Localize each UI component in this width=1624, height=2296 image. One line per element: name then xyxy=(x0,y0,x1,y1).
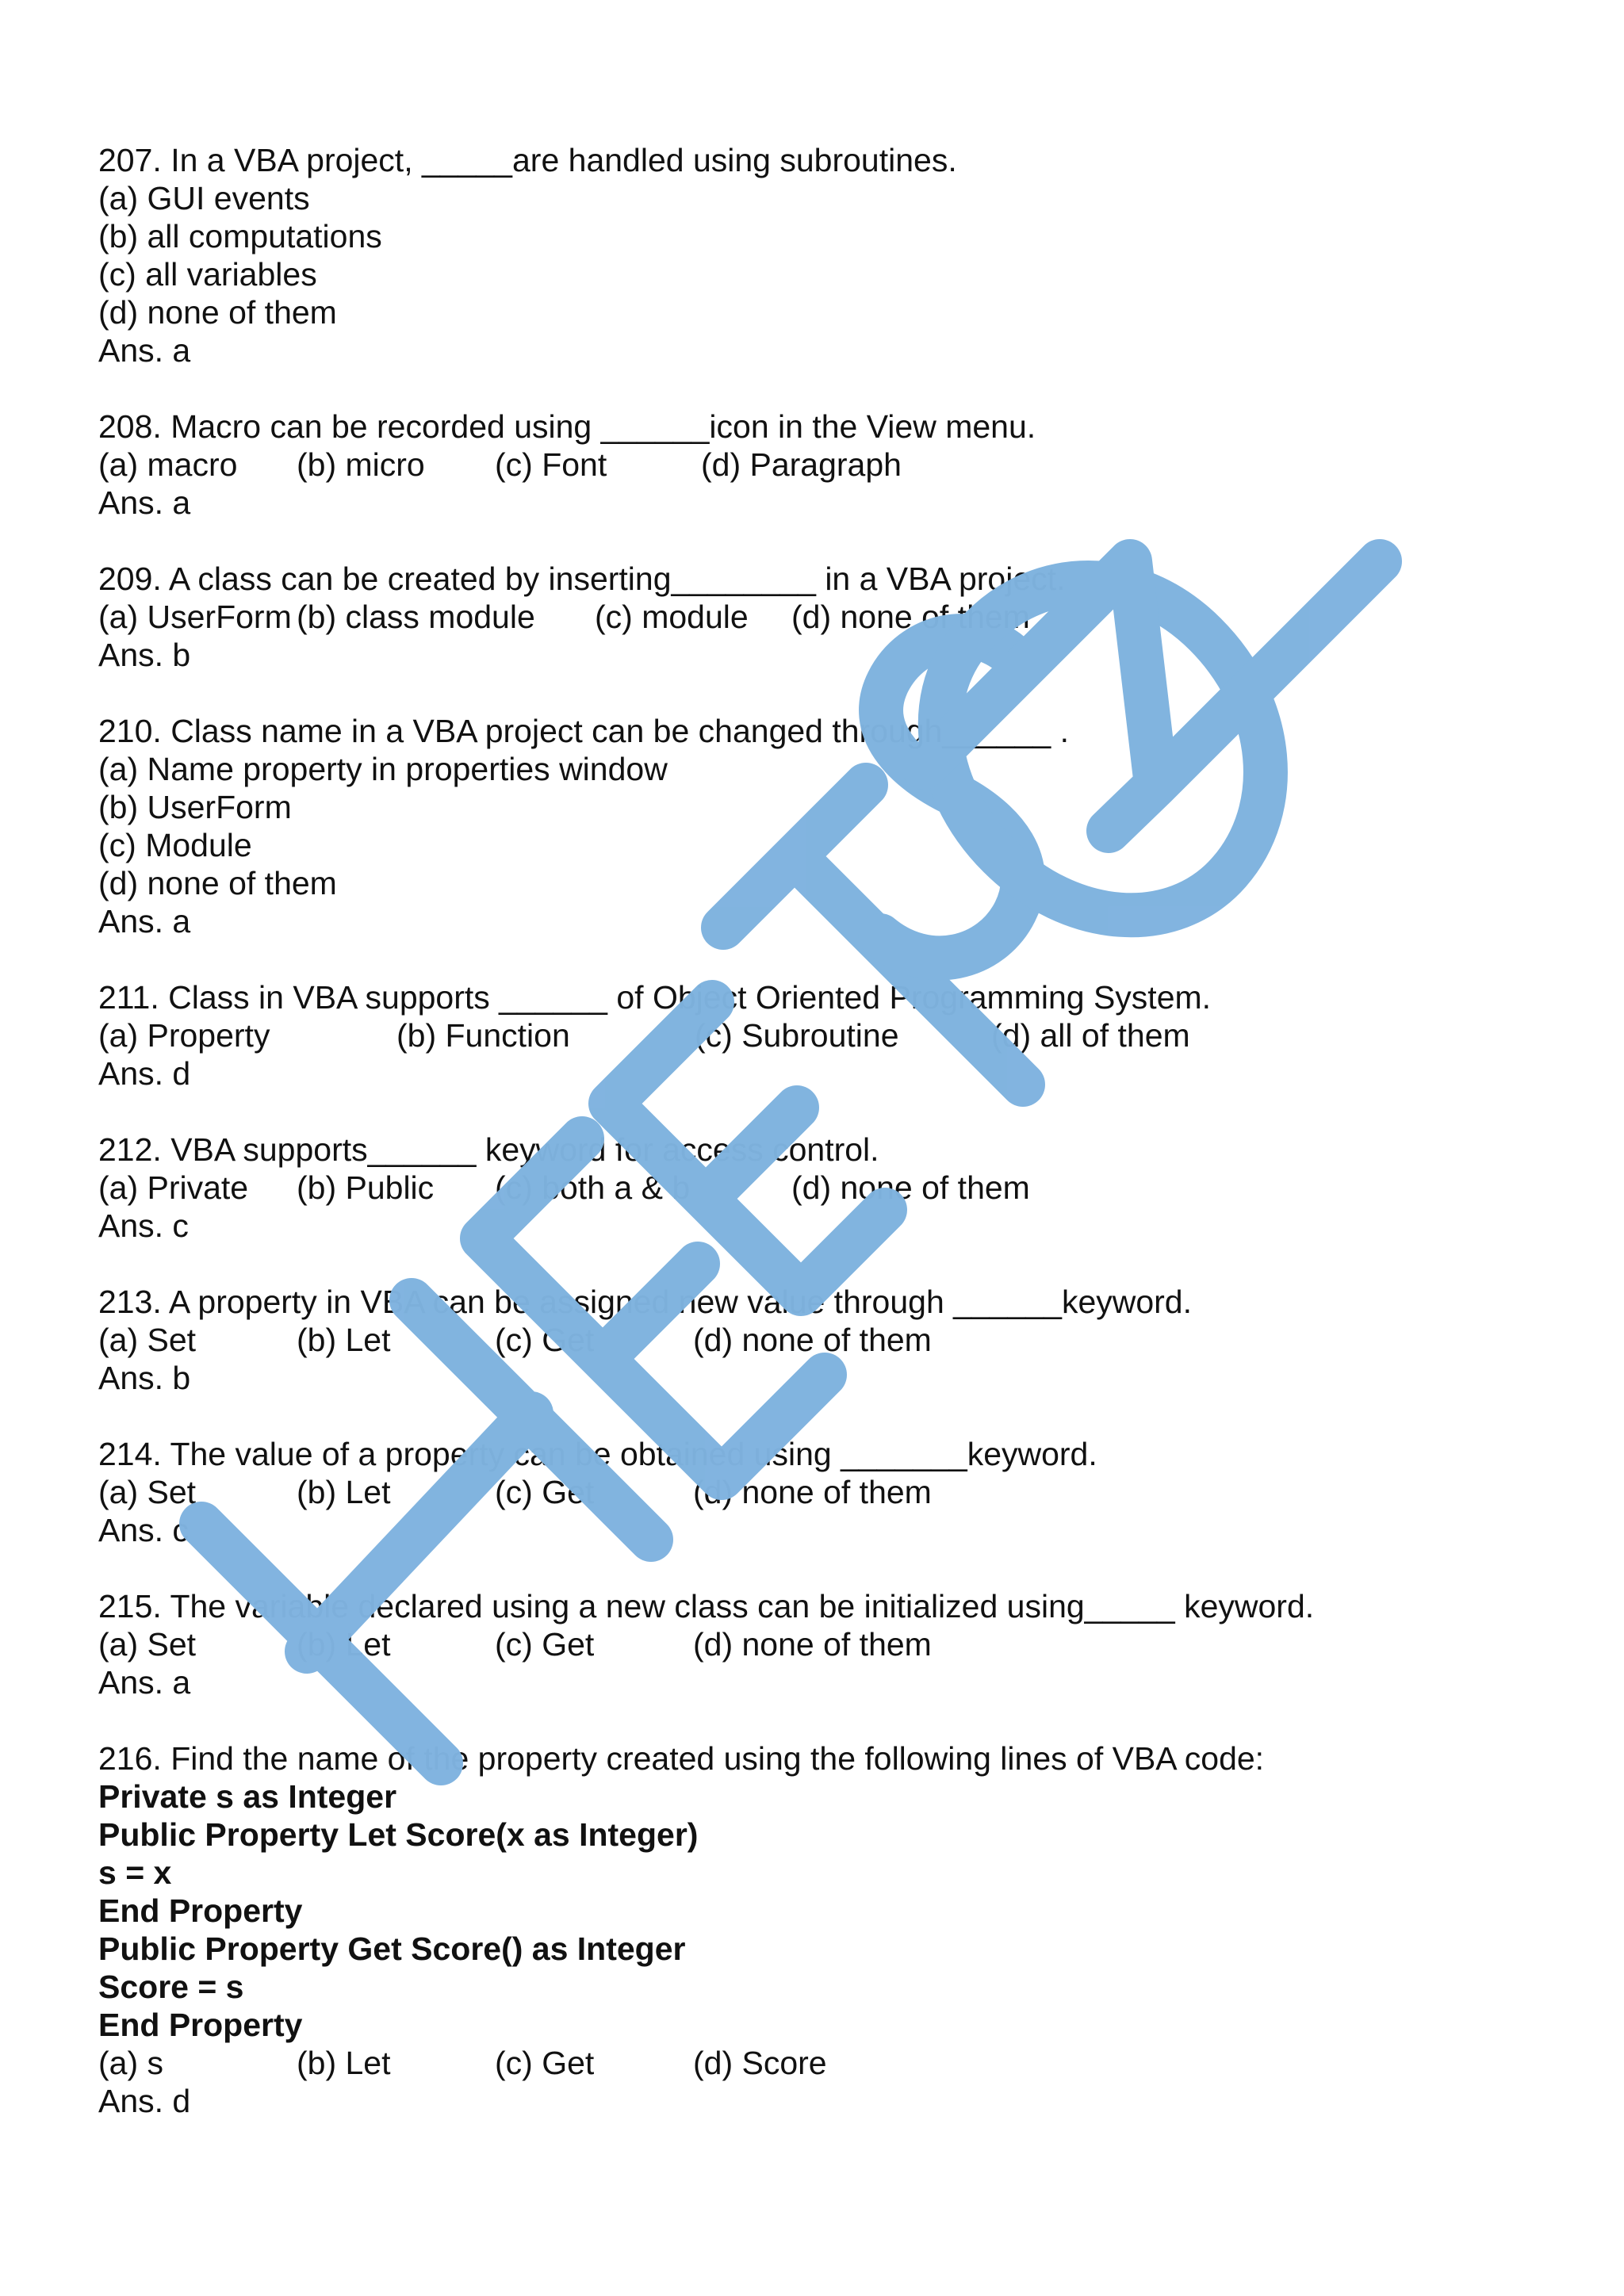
answer: Ans. a xyxy=(98,1664,191,1701)
question-210 xyxy=(98,712,1542,940)
answer: Ans. a xyxy=(98,484,191,521)
question-stem: 210. Class name in a VBA project can be changed through______ . xyxy=(98,713,1070,749)
option-b: (b) micro xyxy=(297,446,425,483)
options-row xyxy=(98,598,1542,636)
answer: Ans. a xyxy=(98,903,191,939)
option-b: (b) Function xyxy=(396,1017,570,1054)
question-207 xyxy=(98,141,1542,369)
question-stem: 215. The variable declared using a new class can be initialized using_____ keyword. xyxy=(98,1588,1315,1624)
question-stem: 213. A property in VBA can be assigned new value through ______keyword. xyxy=(98,1284,1193,1320)
option-d: (d) none of them xyxy=(791,1169,1030,1206)
option-d: (d) none of them xyxy=(791,599,1030,635)
option-b: (b) Let xyxy=(297,1474,391,1510)
options-row xyxy=(98,1169,1542,1207)
option-c: (c) Get xyxy=(495,1626,595,1663)
option-c: (c) Get xyxy=(495,1474,595,1510)
option-a: (a) Set xyxy=(98,1626,197,1663)
question-216 xyxy=(98,1739,1542,2120)
question-stem: 214. The value of a property can be obtained using _______keyword. xyxy=(98,1436,1097,1472)
question-215 xyxy=(98,1587,1542,1701)
option-b: (b) Let xyxy=(297,1626,391,1663)
option-a: (a) s xyxy=(98,2045,163,2081)
option-b: (b) Public xyxy=(297,1169,435,1206)
answer: Ans. c xyxy=(98,1512,189,1548)
option-d: (d) Paragraph xyxy=(701,446,902,483)
option-a: (a) macro xyxy=(98,446,238,483)
option-c: (c) Get xyxy=(495,1322,595,1358)
code-line: Public Property Let Score(x as Integer) xyxy=(98,1816,699,1853)
answer: Ans. c xyxy=(98,1207,189,1244)
option-a: (a) Set xyxy=(98,1322,197,1358)
code-line: Score = s xyxy=(98,1969,244,2005)
option-c: (c) Font xyxy=(495,446,607,483)
code-line: Private s as Integer xyxy=(98,1778,397,1815)
options-row xyxy=(98,2044,1542,2082)
options-row xyxy=(98,1625,1542,1663)
answer: Ans. d xyxy=(98,1055,191,1092)
option-c: (c) all variables xyxy=(98,256,317,293)
question-209 xyxy=(98,560,1542,674)
question-211 xyxy=(98,978,1542,1093)
option-a: (a) Set xyxy=(98,1474,197,1510)
option-b: (b) Let xyxy=(297,2045,391,2081)
question-208 xyxy=(98,408,1542,522)
question-stem: 209. A class can be created by inserting________ in a VBA project. xyxy=(98,561,1066,597)
answer: Ans. d xyxy=(98,2083,191,2119)
question-stem: 211. Class in VBA supports ______ of Object Oriented Programming System. xyxy=(98,979,1212,1016)
option-c: (c) both a & b xyxy=(495,1169,691,1206)
option-c: (c) Module xyxy=(98,827,252,863)
option-d: (d) none of them xyxy=(693,1474,932,1510)
question-stem: 208. Macro can be recorded using ______icon in the View menu. xyxy=(98,408,1036,445)
code-line: End Property xyxy=(98,2007,303,2043)
option-d: (d) none of them xyxy=(98,865,337,901)
option-c: (c) Subroutine xyxy=(695,1017,899,1054)
options-row xyxy=(98,1321,1542,1359)
option-b: (b) all computations xyxy=(98,218,382,254)
option-b: (b) class module xyxy=(297,599,535,635)
option-a: (a) GUI events xyxy=(98,180,310,216)
question-stem: 212. VBA supports______ keyword for access control. xyxy=(98,1131,879,1168)
options-row xyxy=(98,1473,1542,1511)
option-c: (c) module xyxy=(595,599,749,635)
question-list xyxy=(98,141,1542,2120)
question-stem: 216. Find the name of the property created using the following lines of VBA code: xyxy=(98,1740,1265,1777)
option-b: (b) Let xyxy=(297,1322,391,1358)
question-214 xyxy=(98,1435,1542,1549)
option-d: (d) none of them xyxy=(693,1626,932,1663)
options-row xyxy=(98,1016,1542,1054)
option-a: (a) Name property in properties window xyxy=(98,751,668,787)
option-b: (b) UserForm xyxy=(98,789,292,825)
option-d: (d) none of them xyxy=(693,1322,932,1358)
option-a: (a) Property xyxy=(98,1017,270,1054)
option-d: (d) none of them xyxy=(98,294,337,331)
option-a: (a) Private xyxy=(98,1169,249,1206)
answer: Ans. b xyxy=(98,637,191,673)
options-row xyxy=(98,446,1542,484)
question-212 xyxy=(98,1131,1542,1245)
code-line: s = x xyxy=(98,1854,172,1891)
option-d: (d) all of them xyxy=(991,1017,1190,1054)
code-line: End Property xyxy=(98,1892,303,1929)
question-stem: 207. In a VBA project, _____are handled using subroutines. xyxy=(98,142,957,178)
question-213 xyxy=(98,1283,1542,1397)
answer: Ans. b xyxy=(98,1360,191,1396)
code-line: Public Property Get Score() as Integer xyxy=(98,1931,686,1967)
option-d: (d) Score xyxy=(693,2045,827,2081)
option-a: (a) UserForm xyxy=(98,599,292,635)
answer: Ans. a xyxy=(98,332,191,369)
option-c: (c) Get xyxy=(495,2045,595,2081)
